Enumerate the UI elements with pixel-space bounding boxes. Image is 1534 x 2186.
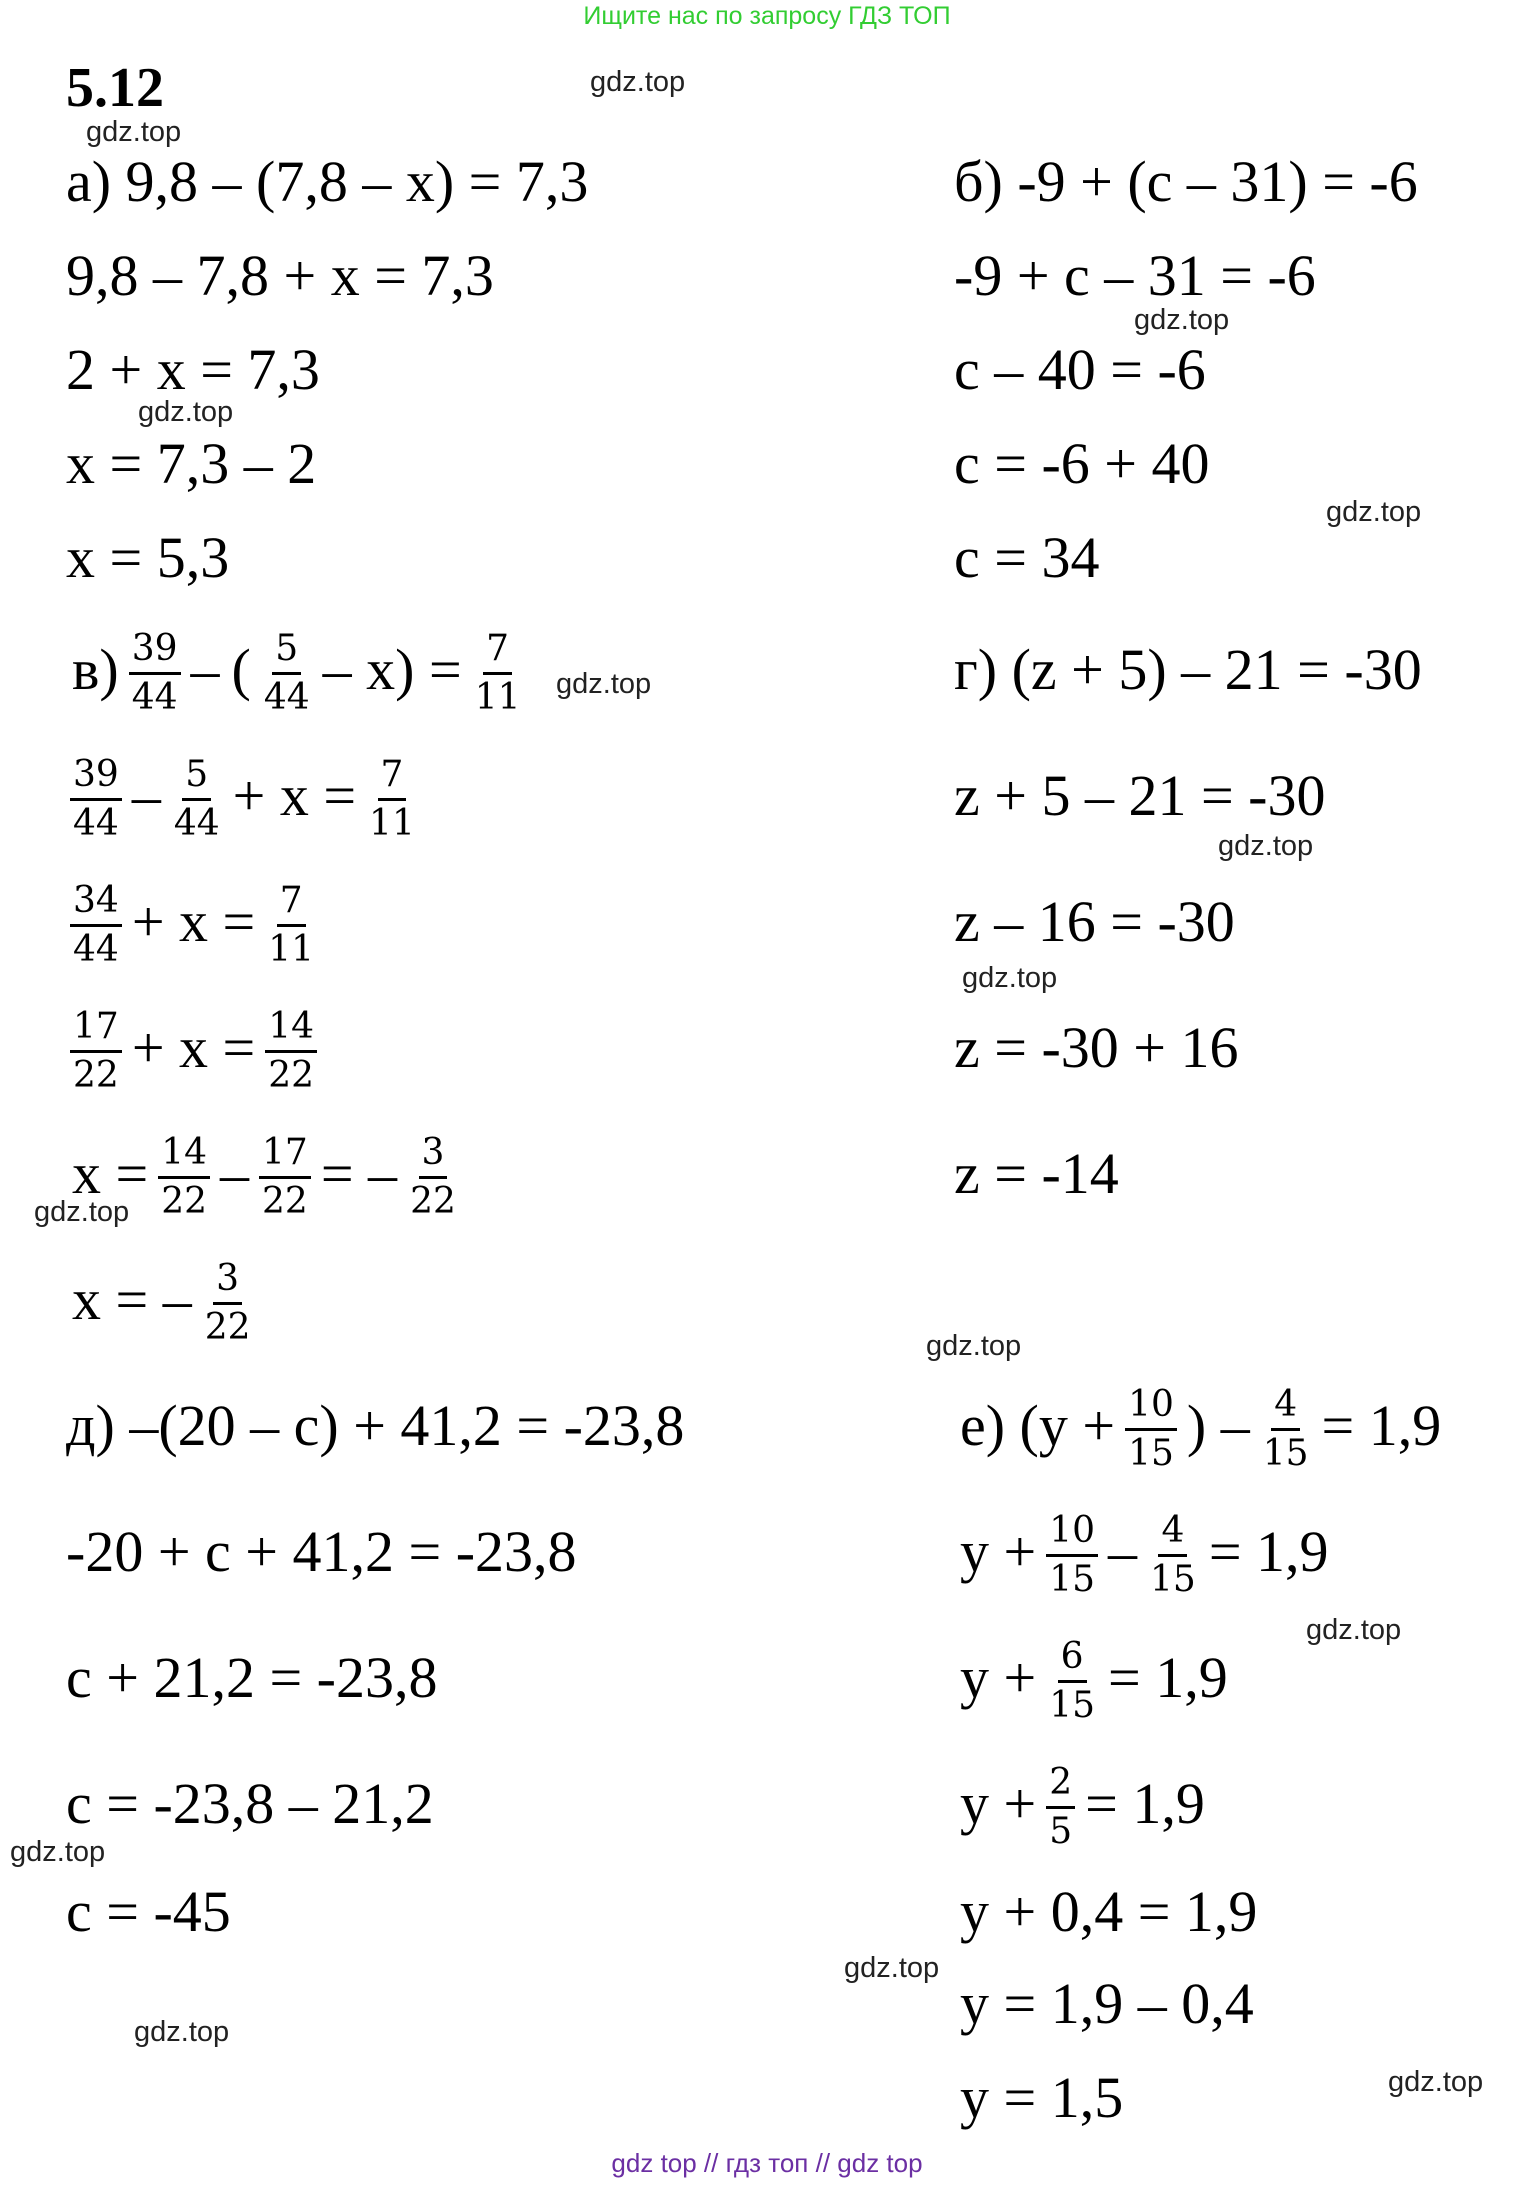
problem-e-line xyxy=(954,1509,1335,1600)
fraction-denominator: 44 xyxy=(73,928,119,970)
fraction xyxy=(171,753,223,844)
fraction xyxy=(1147,1509,1199,1600)
watermark: gdz.top xyxy=(34,1196,130,1228)
problem-a-line xyxy=(66,240,494,310)
fraction-denominator: 5 xyxy=(1049,1810,1073,1852)
problem-b-line xyxy=(954,146,1418,216)
fraction xyxy=(407,1131,459,1222)
problem-g-line xyxy=(954,1012,1238,1082)
problem-a-line xyxy=(66,146,588,216)
equation-text: x = xyxy=(72,1140,149,1206)
fraction xyxy=(129,627,181,718)
problem-b-line xyxy=(954,334,1206,404)
equation-text: = – xyxy=(320,1140,398,1206)
fraction xyxy=(261,627,313,718)
exercise-number: 5.12 xyxy=(66,57,164,119)
equation-text: y + 0,4 = 1,9 xyxy=(960,1878,1258,1944)
equation-text: y + xyxy=(960,1518,1037,1584)
fraction-numerator: 7 xyxy=(378,756,407,801)
problem-v-line xyxy=(66,879,321,970)
problem-e-line xyxy=(954,1635,1234,1726)
problem-d-line xyxy=(66,1768,434,1838)
problem-a-line-text: 9,8 – 7,8 + x = 7,3 xyxy=(66,242,494,308)
watermark: gdz.top xyxy=(134,2016,230,2048)
fraction-denominator: 22 xyxy=(73,1054,119,1096)
fraction-denominator: 15 xyxy=(1150,1558,1196,1600)
equation-text: = 1,9 xyxy=(1321,1392,1442,1458)
fraction xyxy=(265,1005,317,1096)
fraction-numerator: 3 xyxy=(419,1134,448,1179)
equation-text: + x = xyxy=(232,762,357,828)
fraction-denominator: 44 xyxy=(263,676,310,718)
fraction xyxy=(70,753,122,844)
equation-text: – xyxy=(1108,1518,1138,1584)
fraction xyxy=(472,627,524,718)
problem-g-line xyxy=(954,760,1325,830)
fraction-numerator: 34 xyxy=(70,882,122,927)
fraction-numerator: 2 xyxy=(1046,1764,1075,1809)
equation-text: – xyxy=(131,762,161,828)
fraction-denominator: 22 xyxy=(262,1180,308,1222)
problem-a-line-text: а) 9,8 – (7,8 – x) = 7,3 xyxy=(66,148,589,214)
fraction-denominator: 44 xyxy=(173,802,220,844)
fraction-denominator: 22 xyxy=(410,1180,456,1222)
fraction-numerator: 5 xyxy=(272,630,301,675)
fraction-numerator: 6 xyxy=(1058,1638,1087,1683)
problem-d-line xyxy=(66,1390,684,1460)
problem-e-line xyxy=(954,1968,1260,2038)
watermark: gdz.top xyxy=(1306,1614,1402,1646)
fraction xyxy=(1260,1383,1312,1474)
fraction xyxy=(1125,1383,1177,1474)
problem-b-line xyxy=(954,240,1316,310)
equation-text: y = 1,5 xyxy=(960,2064,1124,2130)
footer-links[interactable]: gdz top // гдз топ // gdz top xyxy=(611,2148,923,2178)
fraction-numerator: 17 xyxy=(70,1008,122,1053)
fraction-denominator: 44 xyxy=(73,802,119,844)
problem-d-line xyxy=(66,1876,231,1946)
fraction-numerator: 14 xyxy=(265,1008,317,1053)
problem-b-line-text: c = -6 + 40 xyxy=(954,430,1210,496)
fraction-numerator: 5 xyxy=(182,756,211,801)
watermark: gdz.top xyxy=(1326,496,1422,528)
problem-d-line-text: д) –(20 – c) + 41,2 = -23,8 xyxy=(66,1392,685,1458)
fraction xyxy=(259,1131,311,1222)
fraction-denominator: 22 xyxy=(161,1180,208,1222)
fraction-denominator: 11 xyxy=(474,676,521,718)
fraction xyxy=(265,879,317,970)
watermark: gdz.top xyxy=(86,116,182,148)
problem-b-line-text: c – 40 = -6 xyxy=(954,336,1206,402)
problem-g-line xyxy=(954,886,1235,956)
equation-text: y = 1,9 – 0,4 xyxy=(960,1970,1254,2036)
problem-d-line xyxy=(66,1516,577,1586)
problem-d-line-text: c = -45 xyxy=(66,1878,231,1944)
problem-v-line xyxy=(66,753,422,844)
fraction-denominator: 15 xyxy=(1049,1684,1096,1726)
watermark: gdz.top xyxy=(1134,304,1230,336)
problem-a-line-text: x = 5,3 xyxy=(66,524,230,590)
watermark: gdz.top xyxy=(1388,2066,1484,2098)
fraction-numerator: 7 xyxy=(483,630,512,675)
fraction xyxy=(1046,1761,1075,1852)
equation-text: е) (y + xyxy=(960,1392,1116,1458)
problem-b-line xyxy=(954,428,1209,498)
problem-a-line xyxy=(66,334,320,404)
problem-v-line xyxy=(66,1257,258,1348)
fraction-denominator: 11 xyxy=(369,802,415,844)
problem-b-line xyxy=(954,522,1099,592)
equation-text: = 1,9 xyxy=(1208,1518,1329,1584)
fraction-numerator: 39 xyxy=(70,756,122,801)
fraction-denominator: 15 xyxy=(1262,1432,1309,1474)
fraction-numerator: 14 xyxy=(158,1134,210,1179)
fraction-denominator: 15 xyxy=(1128,1432,1174,1474)
problem-e-line xyxy=(954,2062,1129,2132)
problem-b-line-text: -9 + c – 31 = -6 xyxy=(954,242,1316,308)
problem-a-line-text: 2 + x = 7,3 xyxy=(66,336,320,402)
problem-b-line-text: c = 34 xyxy=(954,524,1100,590)
watermark: gdz.top xyxy=(590,66,686,98)
equation-text: ) – xyxy=(1186,1392,1250,1458)
watermark: gdz.top xyxy=(962,962,1058,994)
problem-v-line xyxy=(66,1005,321,1096)
equation-text: – xyxy=(190,636,220,702)
problem-g-line-text: z + 5 – 21 = -30 xyxy=(954,762,1326,828)
equation-text: ( xyxy=(231,636,251,702)
equation-text: в) xyxy=(72,636,119,702)
problem-d-line-text: c = -23,8 – 21,2 xyxy=(66,1770,434,1836)
watermark: gdz.top xyxy=(10,1836,106,1868)
equation-text: x = – xyxy=(72,1266,192,1332)
fraction xyxy=(70,879,122,970)
fraction-denominator: 22 xyxy=(204,1306,251,1348)
fraction xyxy=(70,1005,122,1096)
fraction-denominator: 11 xyxy=(268,928,315,970)
equation-text: y + xyxy=(960,1770,1037,1836)
problem-a-line xyxy=(66,428,316,498)
problem-e-line xyxy=(954,1383,1447,1474)
problem-a-line xyxy=(66,522,229,592)
problem-d-line-text: c + 21,2 = -23,8 xyxy=(66,1644,438,1710)
fraction-numerator: 10 xyxy=(1125,1386,1177,1431)
equation-text: – x) = xyxy=(322,636,462,702)
fraction-denominator: 22 xyxy=(268,1054,315,1096)
watermark: gdz.top xyxy=(1218,830,1314,862)
fraction-numerator: 10 xyxy=(1046,1512,1098,1557)
fraction xyxy=(158,1131,210,1222)
equation-text: + x = xyxy=(131,1014,256,1080)
problem-g-line xyxy=(954,634,1422,704)
fraction-denominator: 15 xyxy=(1049,1558,1096,1600)
fraction-numerator: 3 xyxy=(213,1260,242,1305)
equation-text: + x = xyxy=(131,888,256,954)
search-banner[interactable]: Ищите нас по запросу ГДЗ ТОП xyxy=(583,2,951,30)
problem-g-line-text: г) (z + 5) – 21 = -30 xyxy=(954,636,1422,702)
equation-text: – xyxy=(220,1140,250,1206)
watermark: gdz.top xyxy=(926,1330,1022,1362)
watermark: gdz.top xyxy=(556,668,652,700)
problem-g-line xyxy=(954,1138,1119,1208)
equation-text: = 1,9 xyxy=(1108,1644,1228,1710)
problem-g-line-text: z = -30 + 16 xyxy=(954,1014,1239,1080)
fraction xyxy=(1046,1509,1098,1600)
problem-e-line xyxy=(954,1876,1263,1946)
problem-v-line xyxy=(66,627,528,718)
fraction xyxy=(202,1257,254,1348)
fraction-numerator: 4 xyxy=(1158,1512,1187,1557)
problem-b-line-text: б) -9 + (c – 31) = -6 xyxy=(954,148,1418,214)
equation-text: = 1,9 xyxy=(1085,1770,1205,1836)
fraction-denominator: 44 xyxy=(131,676,178,718)
fraction-numerator: 7 xyxy=(277,882,306,927)
problem-e-line xyxy=(954,1761,1211,1852)
problem-g-line-text: z = -14 xyxy=(954,1140,1119,1206)
fraction-numerator: 4 xyxy=(1271,1386,1300,1431)
problem-d-line xyxy=(66,1642,437,1712)
problem-g-line-text: z – 16 = -30 xyxy=(954,888,1235,954)
fraction xyxy=(366,753,418,844)
equation-text: y + xyxy=(960,1644,1037,1710)
fraction xyxy=(1046,1635,1098,1726)
problem-a-line-text: x = 7,3 – 2 xyxy=(66,430,317,496)
watermark: gdz.top xyxy=(844,1952,940,1984)
watermark: gdz.top xyxy=(138,396,234,428)
fraction-numerator: 17 xyxy=(259,1134,311,1179)
fraction-numerator: 39 xyxy=(129,630,181,675)
problem-d-line-text: -20 + c + 41,2 = -23,8 xyxy=(66,1518,577,1584)
